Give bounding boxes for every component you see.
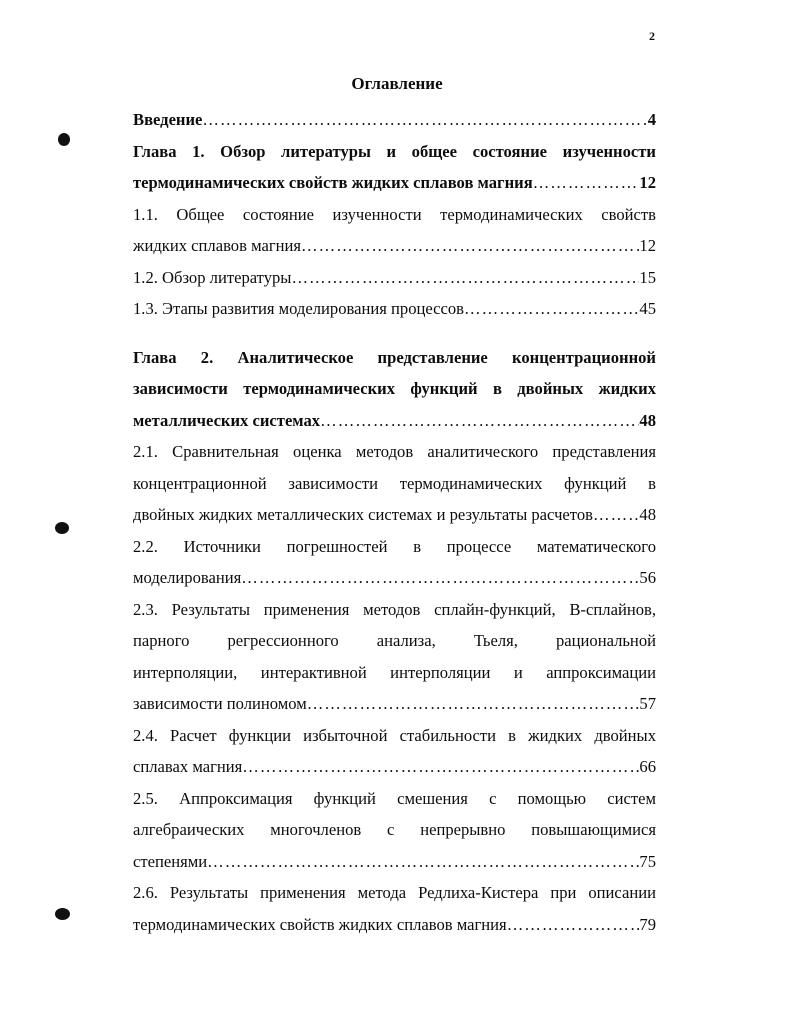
toc-entry-text: двойных жидких металлических системах и результаты расчетов — [133, 505, 593, 524]
toc-entry-text: Введение — [133, 110, 203, 129]
toc-entry-text: степенями — [133, 851, 208, 871]
leader-dots — [241, 562, 639, 594]
toc-entry-2-5: 2.5. Аппроксимация функций смешения с помощью систем — [133, 788, 656, 808]
toc-entry-text: жидких сплавов магния — [133, 236, 302, 255]
toc-entry-introduction — [133, 104, 656, 136]
toc-entry-chapter-2-end — [133, 405, 656, 437]
toc-entry-text: сплавах магния — [133, 757, 243, 776]
leader-dots — [464, 293, 639, 325]
toc-entry-1-2 — [133, 262, 656, 294]
toc-entry-2-1: 2.1. Сравнительная оценка методов аналитического представления — [133, 442, 656, 461]
toc-page-number: 12 — [639, 236, 656, 255]
toc-page-number: 56 — [639, 568, 656, 587]
toc-entry-2-2-end — [133, 562, 656, 594]
toc-page-number: 48 — [639, 505, 656, 524]
toc-entry-1-3 — [133, 293, 656, 325]
toc-entry-2-3-end — [133, 688, 656, 720]
toc-page-number: 48 — [639, 410, 656, 430]
toc-entry-text: термодинамических свойств жидких сплавов магния — [133, 173, 533, 192]
toc-page-number: 66 — [639, 757, 656, 776]
toc-page-number: 57 — [639, 694, 656, 713]
toc-entry-2-6: 2.6. Результаты применения метода Редлиха-Кистера при описании — [133, 883, 656, 902]
toc-entry-text: металлических системах — [133, 410, 321, 430]
toc-entry-2-5-end — [133, 846, 656, 878]
toc-entry-1-1-end — [133, 230, 656, 262]
leader-dots — [320, 405, 639, 437]
leader-dots — [533, 167, 640, 199]
toc-entry-2-3-cont: интерполяции, интерактивной интерполяции и аппроксимации — [133, 662, 656, 682]
toc-entry-chapter-2: Глава 2. Аналитическое представление концентрационной — [133, 347, 656, 367]
toc-entry-2-2: 2.2. Источники погрешностей в процессе математического — [133, 536, 656, 556]
toc-entry-1-1: 1.1. Общее состояние изученности термодинамических свойств — [133, 204, 656, 224]
page-title: Оглавление — [351, 74, 443, 93]
leader-dots — [301, 230, 639, 262]
toc-entry-chapter-2-cont: зависимости термодинамических функций в двойных жидких — [133, 379, 656, 398]
toc-page-number: 15 — [639, 267, 656, 287]
leader-dots — [507, 909, 640, 941]
punch-hole-mark — [55, 522, 69, 534]
toc-entry-2-4: 2.4. Расчет функции избыточной стабильности в жидких двойных — [133, 725, 656, 745]
toc-entry-2-5-cont: алгебраических многочленов с непрерывно повышающимися — [133, 820, 656, 839]
punch-hole-mark — [58, 133, 70, 146]
toc-page-number: 79 — [639, 914, 656, 934]
table-of-contents — [133, 104, 656, 940]
toc-entry-chapter-1: Глава 1. Обзор литературы и общее состояние изученности — [133, 141, 656, 161]
toc-entry-text: 1.3. Этапы развития моделирования процессов — [133, 299, 465, 318]
toc-entry-text: моделирования — [133, 568, 242, 587]
leader-dots — [291, 262, 639, 294]
toc-page-number: 12 — [639, 173, 656, 192]
toc-page-number: 4 — [647, 110, 656, 129]
toc-entry-text: зависимости полиномом — [133, 694, 307, 713]
leader-dots — [593, 499, 639, 531]
leader-dots — [207, 846, 639, 878]
toc-entry-text: термодинамических свойств жидких сплавов магния — [133, 914, 507, 934]
leader-dots — [202, 104, 647, 136]
toc-entry-2-3-cont: парного регрессионного анализа, Тьеля, рациональной — [133, 631, 656, 650]
toc-entry-2-1-cont: концентрационной зависимости термодинамических функций в — [133, 473, 656, 493]
toc-entry-chapter-1-end — [133, 167, 656, 199]
page-number: 2 — [649, 29, 655, 43]
toc-entry-2-3: 2.3. Результаты применения методов сплайн-функций, В-сплайнов, — [133, 599, 656, 619]
toc-entry-text: 1.2. Обзор литературы — [133, 267, 292, 287]
toc-page-number: 75 — [639, 851, 656, 871]
leader-dots — [242, 751, 639, 783]
toc-entry-2-4-end — [133, 751, 656, 783]
toc-entry-2-1-end — [133, 499, 656, 531]
leader-dots — [307, 688, 640, 720]
toc-page-number: 45 — [639, 299, 656, 318]
toc-entry-2-6-end — [133, 909, 656, 941]
punch-hole-mark — [55, 908, 70, 920]
